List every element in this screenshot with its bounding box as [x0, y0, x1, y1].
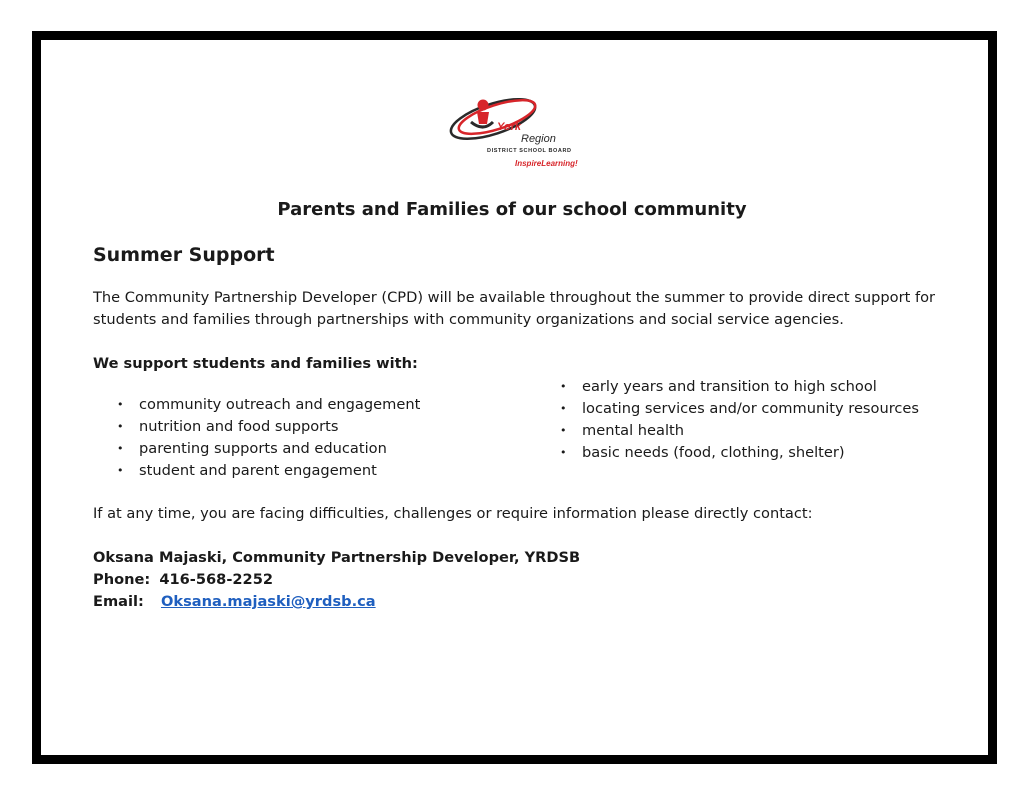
email-label: Email: [93, 593, 144, 610]
intro-paragraph: The Community Partnership Developer (CPD) will be available throughout the summer to provide direct support for students and families through partnerships with community organizations and social service agencies. [93, 289, 936, 328]
support-list-left [117, 394, 420, 482]
logo-word-york: York [497, 121, 522, 133]
list-item: • parenting supports and education [117, 438, 420, 460]
contact-prompt: If at any time, you are facing difficulties, challenges or require information please directly contact: [93, 505, 813, 522]
logo-board: DISTRICT SCHOOL BOARD [487, 148, 572, 154]
support-list-right [560, 376, 919, 464]
section-heading: Summer Support [93, 244, 275, 266]
phone-row [93, 571, 273, 588]
phone-label: Phone: [93, 571, 151, 588]
yrdsb-logo [443, 92, 588, 172]
logo-word-region: Region [521, 133, 556, 145]
list-item: • community outreach and engagement [117, 394, 420, 416]
list-item: • student and parent engagement [117, 460, 420, 482]
phone-number: 416-568-2252 [159, 571, 274, 588]
email-row [93, 593, 376, 610]
list-item: • mental health [560, 420, 919, 442]
support-heading: We support students and families with: [93, 355, 418, 372]
list-item: • basic needs (food, clothing, shelter) [560, 442, 919, 464]
logo-tagline: InspireLearning! [515, 159, 578, 168]
email-link[interactable]: Oksana.majaski@yrdsb.ca [160, 593, 376, 610]
list-item: • nutrition and food supports [117, 416, 420, 438]
contact-name: Oksana Majaski, Community Partnership Developer, YRDSB [93, 549, 581, 566]
list-item: • locating services and/or community resources [560, 398, 919, 420]
list-item: • early years and transition to high school [560, 376, 919, 398]
page-title: Parents and Families of our school community [277, 199, 747, 220]
